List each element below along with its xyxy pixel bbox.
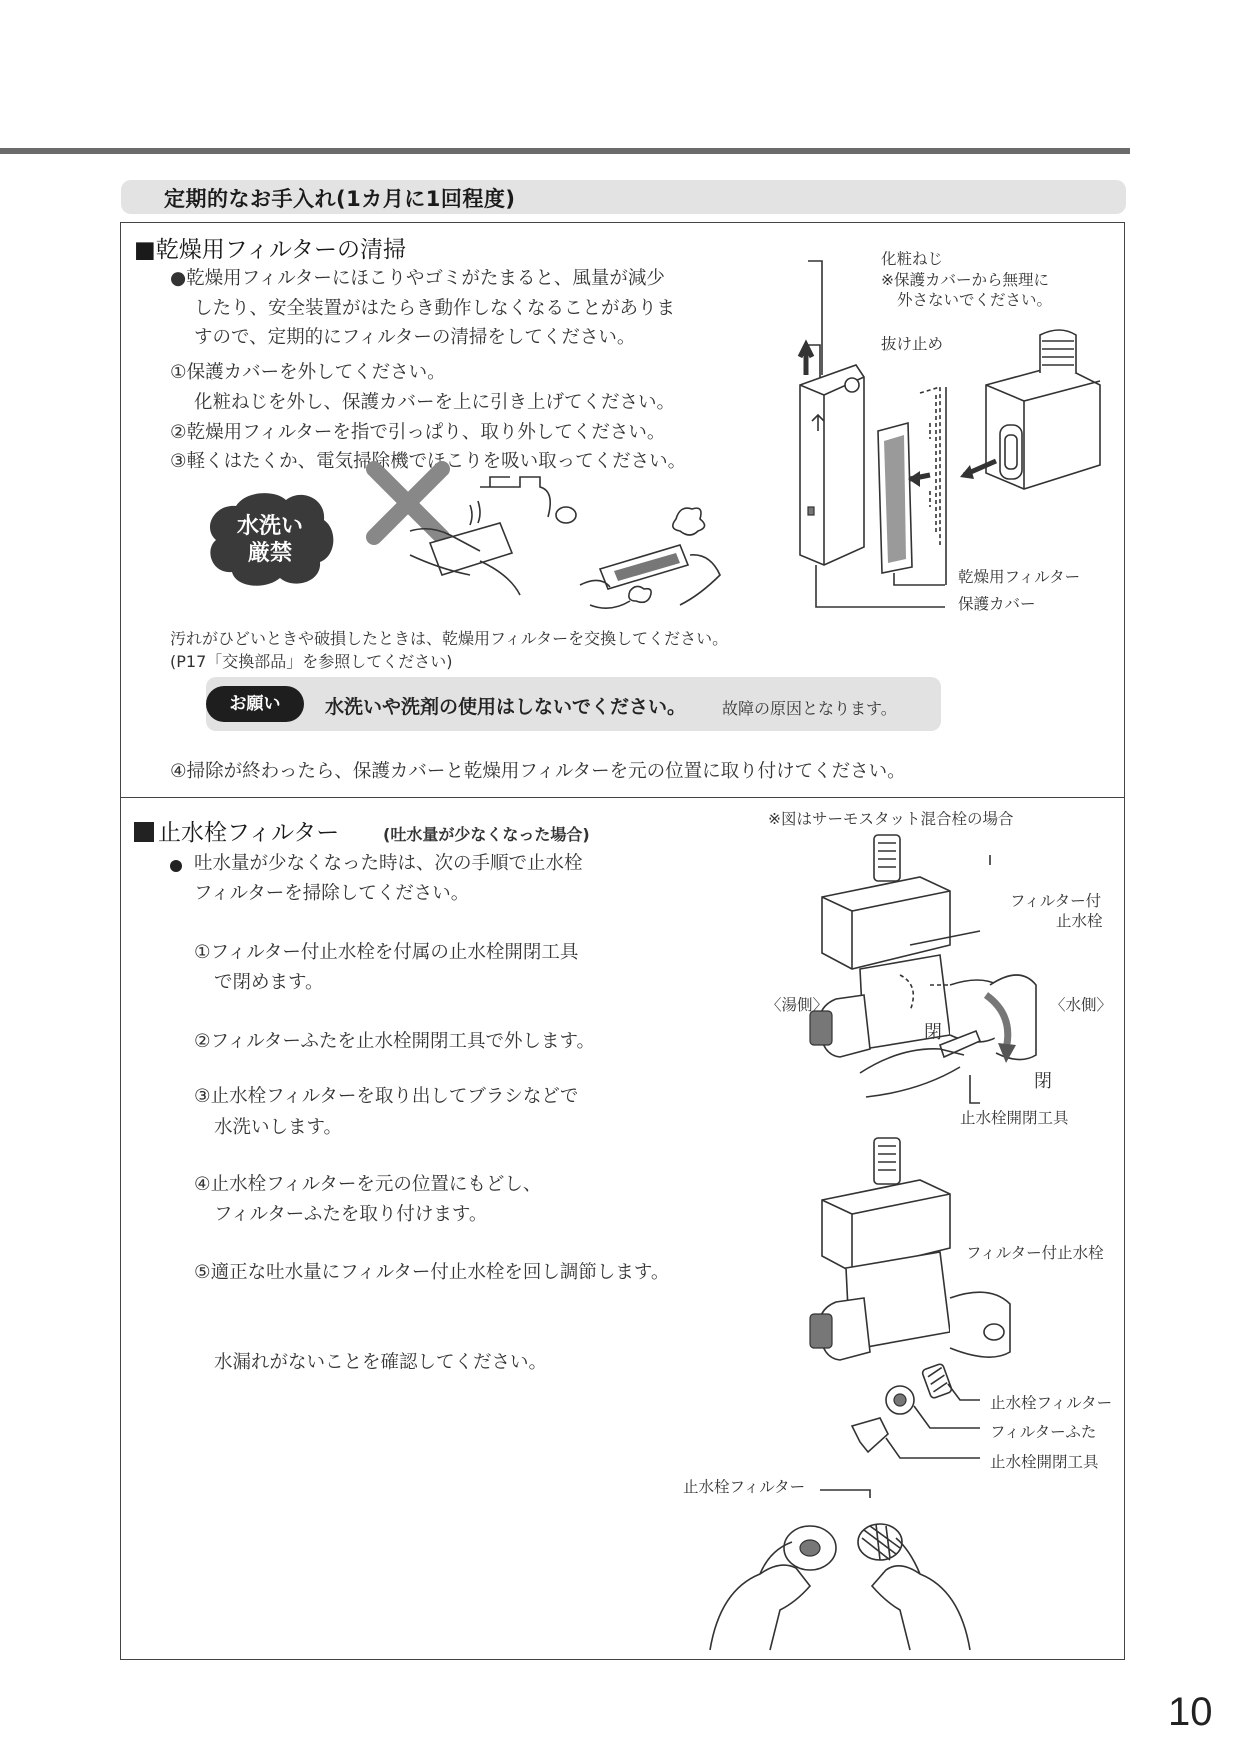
- badge-line-1: 水洗い: [236, 514, 304, 539]
- label-tool-2: 止水栓開閉工具: [990, 1453, 1099, 1471]
- page-number: 10: [1168, 1690, 1213, 1734]
- valve-section-subheading: (吐水量が少なくなった場合): [383, 825, 590, 844]
- label-filtered-valve-1: フィルター付: [1010, 892, 1102, 910]
- filter-step-4: ④掃除が終わったら、保護カバーと乾燥用フィルターを元の位置に取り付けてください。: [170, 761, 906, 782]
- heading-square-icon: [134, 822, 154, 842]
- label-cold-side: 〈水側〉: [1050, 996, 1113, 1014]
- valve-closing-illustration: [800, 835, 1120, 1115]
- request-note-rest: 故障の原因となります。: [722, 699, 897, 718]
- filter-intro-line-3: すので、定期的にフィルターの清掃をしてください。: [194, 327, 636, 348]
- filter-step-1: ①保護カバーを外してください。: [170, 362, 446, 383]
- section-title: 定期的なお手入れ(1カ月に1回程度): [164, 187, 516, 211]
- label-valve-filter-2: 止水栓フィルター: [683, 1478, 806, 1496]
- label-filter-lid: フィルターふた: [990, 1423, 1097, 1441]
- valve-step-1: ①フィルター付止水栓を付属の止水栓開閉工具: [194, 942, 579, 963]
- up-arrow-icon: [800, 345, 812, 375]
- valve-step-1-cont: で閉めます。: [214, 972, 324, 993]
- label-hot-side: 〈湯側〉: [766, 996, 829, 1014]
- label-screw-note-1: ※保護カバーから無理に: [881, 271, 1049, 289]
- badge-line-2: 厳禁: [247, 541, 293, 566]
- filter-intro-line-2: したり、安全装置がはたらき動作しなくなることがありま: [194, 298, 676, 319]
- valve-intro-line-1: 吐水量が少なくなった時は、次の手順で止水栓: [194, 853, 583, 874]
- valve-step-4-cont: フィルターふたを取り付けます。: [214, 1204, 488, 1225]
- valve-step-4: ④止水栓フィルターを元の位置にもどし、: [194, 1174, 542, 1195]
- no-wash-illustration: [370, 465, 570, 605]
- valve-final-note: 水漏れがないことを確認してください。: [214, 1352, 548, 1373]
- no-wash-badge: [206, 490, 334, 588]
- replace-note-line-2: (P17「交換部品」を参照してください): [170, 652, 453, 671]
- valve-figure-note: ※図はサーモスタット混合栓の場合: [768, 810, 1014, 828]
- filter-intro-line-1: ●乾燥用フィルターにほこりやゴミがたまると、風量が減少: [170, 268, 665, 289]
- label-screw: 化粧ねじ: [881, 250, 944, 268]
- bullet-icon: [170, 860, 182, 872]
- request-pill: お願い: [206, 686, 304, 722]
- label-dry-filter: 乾燥用フィルター: [958, 568, 1081, 586]
- valve-step-3: ③止水栓フィルターを取り出してブラシなどで: [194, 1086, 579, 1107]
- request-note-bold: 水洗いや洗剤の使用はしないでください。: [325, 696, 687, 718]
- label-filtered-valve-full: フィルター付止水栓: [966, 1244, 1104, 1262]
- valve-step-5: ⑤適正な吐水量にフィルター付止水栓を回し調節します。: [194, 1262, 670, 1283]
- valve-intro-line-2: フィルターを掃除してください。: [194, 883, 470, 904]
- label-close-1: 閉: [924, 1022, 942, 1043]
- filter-step-1-detail: 化粧ねじを外し、保護カバーを上に引き上げてください。: [194, 392, 676, 413]
- replace-note-line-1: 汚れがひどいときや破損したときは、乾燥用フィルターを交換してください。: [170, 629, 729, 648]
- tapping-illustration: [580, 505, 730, 615]
- valve-step-2: ②フィルターふたを止水栓開閉工具で外します。: [194, 1031, 596, 1052]
- filter-step-3: ③軽くはたくか、電気掃除機でほこりを吸い取ってください。: [170, 451, 687, 472]
- label-valve-filter-1: 止水栓フィルター: [990, 1394, 1113, 1412]
- filter-step-2: ②乾燥用フィルターを指で引っぱり、取り外してください。: [170, 422, 666, 443]
- valve-step-3-cont: 水洗いします。: [214, 1117, 343, 1138]
- label-stopper: 抜け止め: [881, 335, 944, 353]
- filter-section-heading: ■乾燥用フィルターの清掃: [134, 237, 406, 263]
- label-cover: 保護カバー: [958, 595, 1036, 613]
- top-rule: [0, 148, 1130, 154]
- valve-exploded-illustration: [800, 1138, 1120, 1398]
- label-tool-1: 止水栓開閉工具: [960, 1109, 1069, 1127]
- valve-section-heading: 止水栓フィルター: [134, 814, 339, 847]
- label-filtered-valve-2: 止水栓: [1056, 912, 1103, 930]
- label-screw-note-2: 外さないでください。: [897, 291, 1053, 309]
- label-close-2: 閉: [1034, 1071, 1052, 1092]
- filter-handling-illustration: [700, 1490, 980, 1650]
- box-divider: [120, 797, 1125, 798]
